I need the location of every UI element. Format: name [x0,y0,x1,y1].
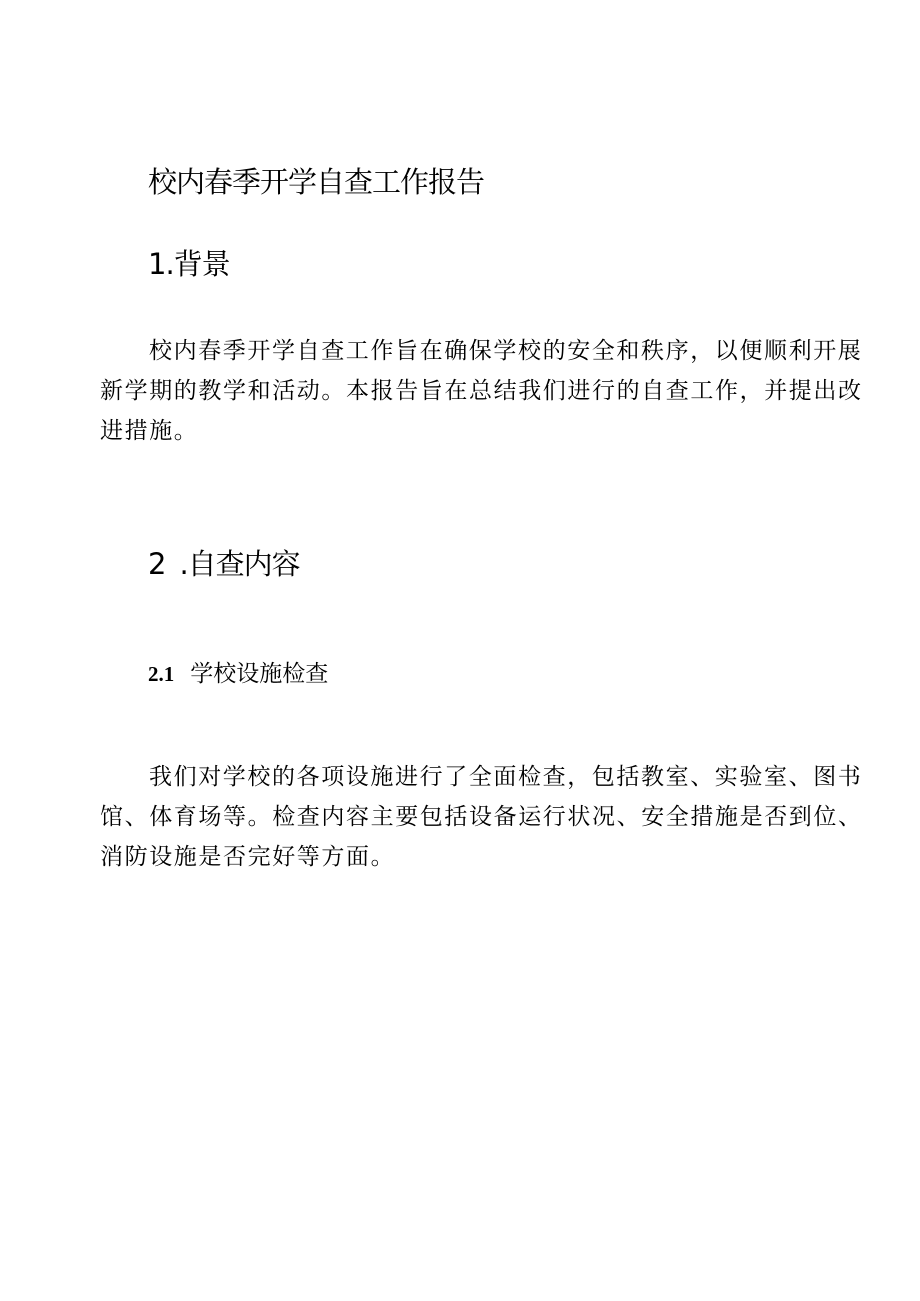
paragraph-line: 我们对学校的各项设施进行了全面检查，包括教室、实验室、图书 [149,764,863,790]
subsection-number: 2.1 [148,662,175,686]
section-heading-background [148,244,230,284]
paragraph-line: 消防设施是否完好等方面。 [100,844,396,870]
section-number: 1. [148,247,174,281]
section-title: 背景 [173,247,230,281]
paragraph-line: 馆、体育场等。检查内容主要包括设备运行状况、安全措施是否到位、 [100,804,863,830]
subsection-heading-facilities [148,658,328,690]
section-heading-self-check [148,544,300,584]
background-paragraph [100,331,863,451]
facilities-paragraph [100,757,863,877]
section-number: 2 [148,547,166,581]
paragraph-line: 新学期的教学和活动。本报告旨在总结我们进行的自查工作，并提出改 [100,378,863,404]
subsection-title: 学校设施检查 [190,661,329,687]
document-title: 校内春季开学自查工作报告 [148,165,485,199]
paragraph-line: 校内春季开学自查工作旨在确保学校的安全和秩序，以便顺利开展 [149,338,863,364]
paragraph-line: 进措施。 [100,418,199,444]
section-title: .自查内容 [179,547,300,581]
